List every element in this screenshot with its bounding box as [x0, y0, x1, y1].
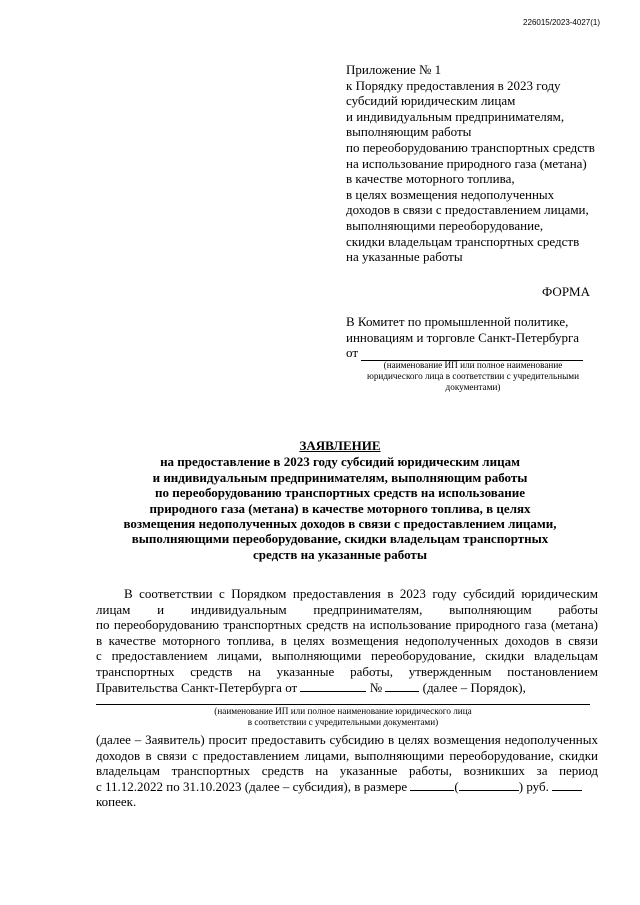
appendix-line: на указанные работы: [346, 249, 463, 265]
from-label: от: [346, 345, 359, 361]
decree-number-field[interactable]: [385, 680, 419, 692]
amount-line: с 11.12.2022 по 31.10.2023 (далее – субсидия), в размере ( ) руб.: [96, 779, 598, 795]
application-title: [90, 438, 590, 562]
body-line: с предоставлением лицами, выполняющими переоборудование, скидки владельцам: [96, 648, 598, 664]
amount-field[interactable]: [410, 779, 454, 791]
form-label: ФОРМА: [542, 284, 590, 299]
applicant-name-hint: (наименование ИП или полное наименование юридического лица в соответствии с учредительными документами): [366, 360, 580, 392]
title-line: возмещения недополученных доходов в связи с предоставлением лицами,: [123, 516, 557, 532]
body-line: В соответствии с Порядком предоставления в 2023 году субсидий юридическим: [124, 586, 598, 601]
from-row: [346, 345, 606, 361]
note-line: в соответствии с учредительными документами): [247, 717, 439, 727]
appendix-line: выполняющим работы: [346, 124, 472, 140]
request-line: (далее – Заявитель) просит предоставить субсидию в целях возмещения недополученных: [96, 732, 598, 747]
addressee-block: [346, 314, 606, 361]
document-number: 226015/2023-4027(1): [523, 18, 600, 27]
appendix-line: Приложение № 1: [346, 62, 442, 77]
kopeck-label: копеек.: [96, 794, 137, 810]
appendix-line: по переоборудованию транспортных средств: [346, 139, 595, 155]
appendix-line: доходов в связи с предоставлением лицами,: [346, 202, 589, 218]
body-last-line: [96, 680, 598, 696]
addressee-line: инновациям и торговле Санкт-Петербурга: [346, 329, 580, 345]
decree-label: Правительства Санкт-Петербурга от: [96, 679, 298, 695]
title-line: средств на указанные работы: [253, 546, 427, 562]
appendix-line: в целях возмещения недополученных: [346, 186, 555, 202]
appendix-line: на использование природного газа (метана): [346, 155, 587, 171]
body-paragraph: [96, 586, 598, 695]
appendix-line: в качестве моторного топлива,: [346, 171, 515, 187]
decree-number-label: №: [369, 679, 383, 695]
rub-label: руб.: [526, 778, 549, 794]
kopeck-field[interactable]: [552, 779, 582, 791]
applicant-name-note: [96, 706, 590, 728]
addressee-line: В Комитет по промышленной политике,: [346, 314, 569, 329]
applicant-name-line[interactable]: [96, 704, 590, 705]
request-paragraph: [96, 732, 598, 810]
body-line: в качестве моторного топлива, в целях возмещения недополученных доходов в связи: [96, 632, 598, 648]
appendix-line: и индивидуальным предпринимателям,: [346, 108, 565, 124]
title-line: выполняющими переоборудование, скидки владельцам транспортных: [131, 531, 549, 547]
body-line: транспортных средств на указанные работы, утвержденным постановлением: [96, 663, 598, 679]
body-line: по переоборудованию транспортных средств на использование природного газа (метана): [96, 617, 598, 633]
title-line: природного газа (метана) в качестве моторного топлива, в целях: [149, 500, 531, 516]
amount-words-field[interactable]: [459, 779, 519, 791]
appendix-line: субсидий юридическим лицам: [346, 93, 516, 109]
order-ref: (далее – Порядок),: [422, 679, 526, 695]
title-heading: ЗАЯВЛЕНИЕ: [299, 438, 381, 453]
decree-date-field[interactable]: [300, 680, 366, 692]
request-line: доходов в связи с предоставлением лицами, выполняющими переоборудование, скидки: [96, 747, 598, 763]
appendix-line: скидки владельцам транспортных средств: [346, 233, 580, 249]
appendix-line: выполняющими переоборудование,: [346, 217, 544, 233]
appendix-block: [346, 62, 616, 265]
applicant-name-field[interactable]: [361, 348, 583, 361]
title-line: по переоборудованию транспортных средств на использование: [154, 485, 526, 501]
request-line: владельцам транспортных средств на указанные работы, возникших за период: [96, 763, 598, 779]
body-line: лицам и индивидуальным предпринимателям, выполняющим работы: [96, 601, 598, 617]
period-text: с 11.12.2022 по 31.10.2023 (далее – субсидия), в размере: [96, 778, 408, 794]
note-line: (наименование ИП или полное наименование юридического лица: [214, 706, 472, 716]
title-line: на предоставление в 2023 году субсидий юридическим лицам: [160, 454, 520, 470]
title-line: и индивидуальным предпринимателям, выполняющим работы: [152, 469, 528, 485]
appendix-line: к Порядку предоставления в 2023 году: [346, 77, 561, 93]
